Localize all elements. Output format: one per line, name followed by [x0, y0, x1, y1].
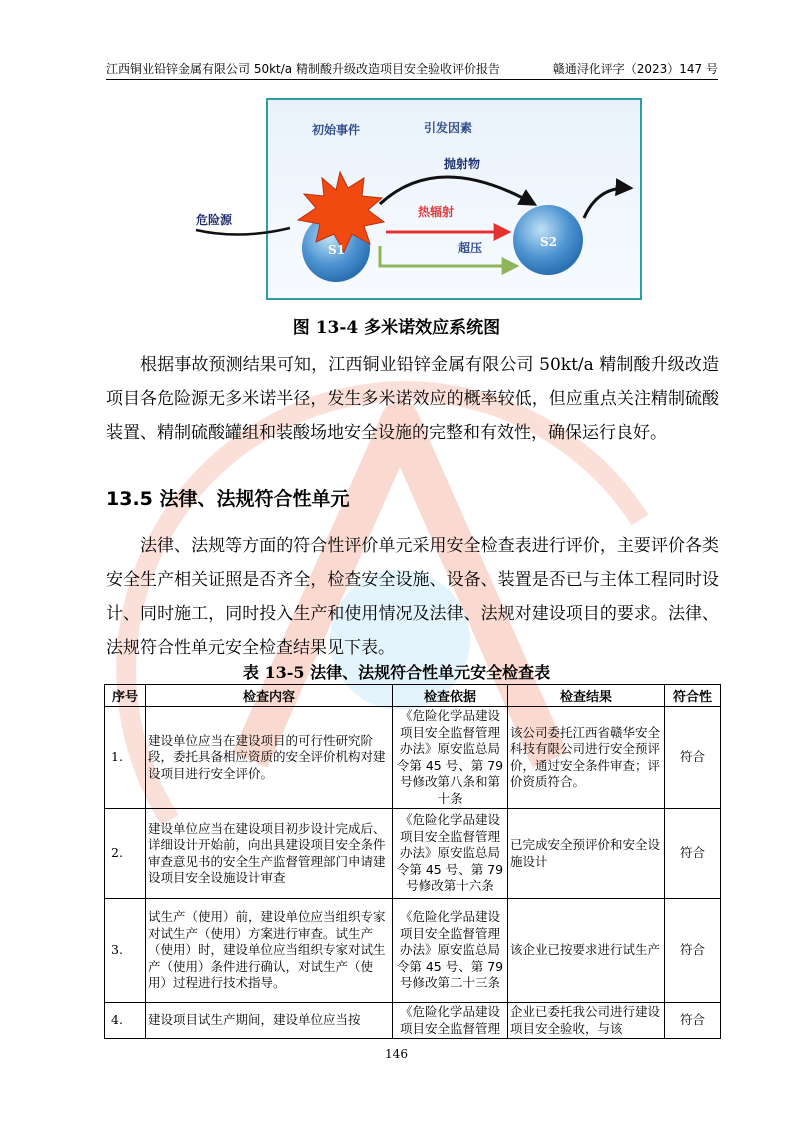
- page-number: 146: [385, 1047, 408, 1061]
- row-content: 试生产（使用）前，建设单位应当组织专家对试生产（使用）方案进行审查。试生产（使用）时，建设单位应当组织专家对试生产（使用）条件进行确认，对试生产（使用）过程进行技术指导。: [146, 899, 393, 1003]
- paragraph-legal-compliance: 法律、法规等方面的符合性评价单元采用安全检查表进行评价，主要评价各类安全生产相关证照是否齐全，检查安全设施、设备、装置是否已与主体工程同时设计、同时施工，同时投入生产和使用情况及法律、法规对建设项目的要求。法律、法规符合性单元安全检查结果见下表。: [106, 536, 719, 658]
- row-basis: 《危险化学品建设项目安全监督管理办法》原安监总局令第 45 号、第 79 号修改第十六条: [393, 809, 508, 899]
- label-heat-radiation: 热辐射: [418, 205, 455, 219]
- hazard-source-arrow: [196, 228, 290, 235]
- table-row: [105, 809, 721, 899]
- figure-caption: 图 13-4 多米诺效应系统图: [292, 318, 501, 338]
- hazard-source-text: 危险源: [196, 213, 233, 227]
- propagation-arrow: [584, 188, 630, 218]
- table-row: [105, 899, 721, 1003]
- row-content: 建设项目试生产期间，建设单位应当按: [146, 1003, 393, 1039]
- projectile-arrow: [380, 177, 534, 204]
- table-header-row: [105, 685, 721, 707]
- header-report-number: 赣通浔化评字（2023）147 号: [552, 62, 718, 76]
- row-status: 符合: [665, 899, 721, 1003]
- col-header-content: 检查内容: [146, 685, 393, 707]
- row-basis: 《危险化学品建设项目安全监督管理: [393, 1003, 508, 1039]
- col-header-no: 序号: [105, 685, 146, 707]
- row-basis: 《危险化学品建设项目安全监督管理办法》原安监总局令第 45 号、第 79 号修改第八条和第十条: [393, 707, 508, 809]
- row-content: 建设单位应当在建设项目初步设计完成后、详细设计开始前，向出具建设项目安全条件审查意见书的安全生产监督管理部门申请建设项目安全设施设计审查: [146, 809, 393, 899]
- col-header-result: 检查结果: [508, 685, 665, 707]
- label-initial-event: 初始事件: [312, 123, 361, 137]
- table-caption: 表 13-5 法律、法规符合性单元安全检查表: [242, 663, 551, 682]
- label-s1: S1: [328, 243, 346, 257]
- label-trigger-factor: 引发因素: [424, 121, 473, 135]
- domino-effect-figure: [266, 98, 642, 300]
- paragraph-domino-conclusion: 根据事故预测结果可知，江西铜业铅锌金属有限公司 50kt/a 精制酸升级改造项目各危险源无多米诺半径，发生多米诺效应的概率较低，但应重点关注精制硫酸装置、精制硫酸罐组和装酸场地安全设施的完整和有效性，确保运行良好。: [106, 355, 719, 443]
- legal-compliance-table: [104, 684, 721, 1039]
- row-status: 符合: [665, 1003, 721, 1039]
- label-s2: S2: [540, 235, 558, 249]
- header-report-title: 江西铜业铅锌金属有限公司 50kt/a 精制酸升级改造项目安全验收评价报告: [106, 62, 500, 76]
- label-projectile: 抛射物: [444, 157, 481, 171]
- row-no: 1.: [105, 707, 146, 809]
- hazard-source-label: [190, 200, 300, 240]
- row-result: 该企业已按要求进行试生产: [508, 899, 665, 1003]
- overpressure-arrow: [380, 246, 516, 266]
- row-basis: 《危险化学品建设项目安全监督管理办法》原安监总局令第 45 号、第 79 号修改第二十三条: [393, 899, 508, 1003]
- row-result: 已完成安全预评价和安全设施设计: [508, 809, 665, 899]
- row-status: 符合: [665, 707, 721, 809]
- row-result: 该公司委托江西省赣华安全科技有限公司进行安全预评价，通过安全条件审查；评价资质符合。: [508, 707, 665, 809]
- section-title: 13.5 法律、法规符合性单元: [106, 488, 350, 510]
- table-row: [105, 707, 721, 809]
- row-result: 企业已委托我公司进行建设项目安全验收，与该: [508, 1003, 665, 1039]
- row-no: 2.: [105, 809, 146, 899]
- row-no: 4.: [105, 1003, 146, 1039]
- row-status: 符合: [665, 809, 721, 899]
- col-header-status: 符合性: [665, 685, 721, 707]
- domino-diagram: [268, 100, 640, 298]
- label-overpressure: 超压: [458, 241, 483, 255]
- col-header-basis: 检查依据: [393, 685, 508, 707]
- row-content: 建设单位应当在建设项目的可行性研究阶段，委托具备相应资质的安全评价机构对建设项目进行安全评价。: [146, 707, 393, 809]
- page-header: [106, 59, 718, 80]
- table-row: [105, 1003, 721, 1039]
- row-no: 3.: [105, 899, 146, 1003]
